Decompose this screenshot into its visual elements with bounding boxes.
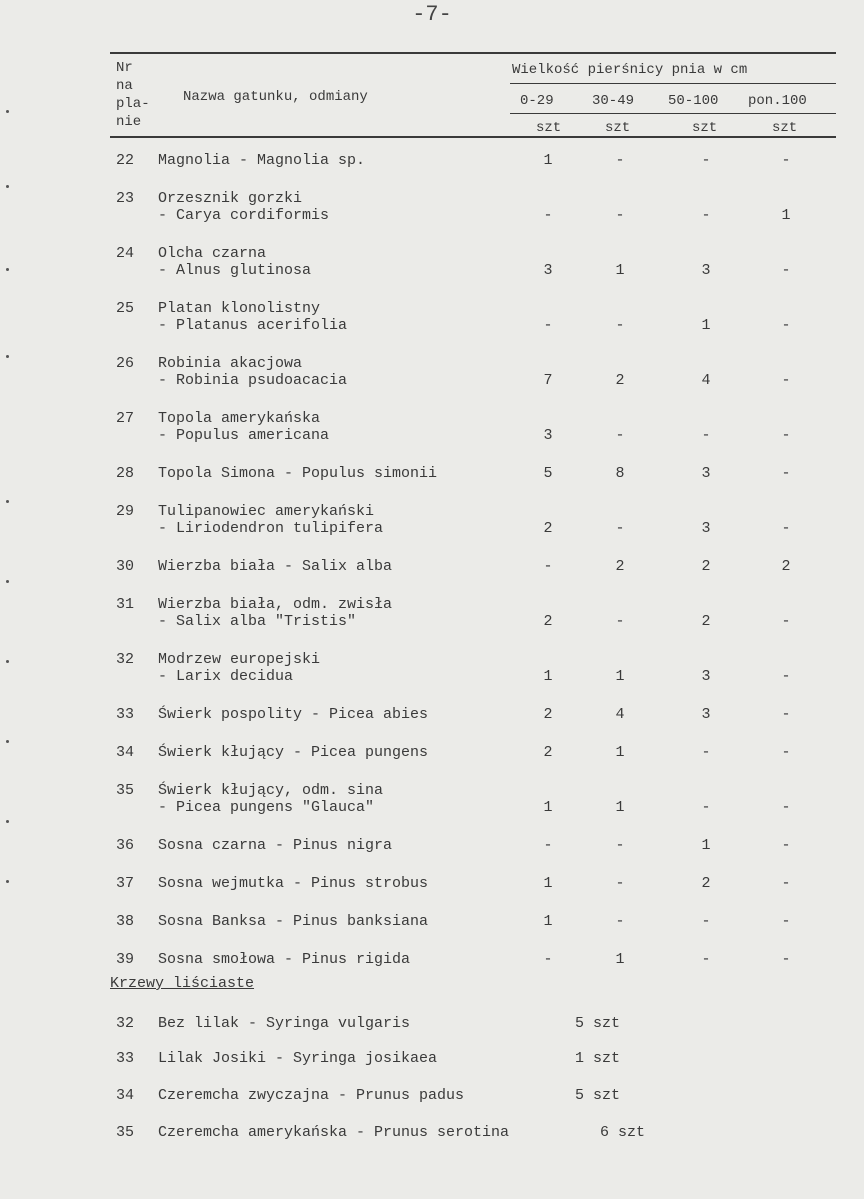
count-cell: - bbox=[781, 668, 791, 685]
count-cell: - bbox=[781, 372, 791, 389]
count-cell: - bbox=[615, 837, 625, 854]
shrub-count: 5 szt bbox=[575, 1015, 621, 1032]
row-number: 31 bbox=[116, 596, 135, 613]
species-name-line: Wierzba biała, odm. zwisła bbox=[158, 596, 393, 613]
count-cell: 1 bbox=[781, 207, 791, 224]
count-cell: - bbox=[615, 875, 625, 892]
header-nr-line: nie bbox=[116, 114, 142, 130]
count-cell: - bbox=[781, 520, 791, 537]
margin-dot bbox=[6, 268, 9, 271]
count-cell: - bbox=[781, 799, 791, 816]
species-name-line: - Populus americana bbox=[158, 427, 330, 444]
count-cell: - bbox=[701, 744, 711, 761]
shrub-name: Lilak Josiki - Syringa josikaea bbox=[158, 1050, 438, 1067]
shrubs-section-title: Krzewy liściaste bbox=[110, 975, 255, 992]
species-name-line: Orzesznik gorzki bbox=[158, 190, 303, 207]
count-cell: - bbox=[615, 317, 625, 334]
count-cell: 1 bbox=[543, 668, 553, 685]
count-cell: 3 bbox=[701, 520, 711, 537]
count-cell: - bbox=[781, 152, 791, 169]
count-cell: 2 bbox=[701, 875, 711, 892]
count-cell: 1 bbox=[615, 951, 625, 968]
count-cell: - bbox=[781, 427, 791, 444]
row-number: 34 bbox=[116, 744, 135, 761]
count-cell: - bbox=[781, 613, 791, 630]
count-cell: - bbox=[615, 520, 625, 537]
header-col-name: Nazwa gatunku, odmiany bbox=[183, 89, 368, 105]
table-top-rule bbox=[110, 52, 836, 54]
count-cell: - bbox=[781, 262, 791, 279]
margin-dot bbox=[6, 185, 9, 188]
count-cell: 1 bbox=[543, 799, 553, 816]
count-cell: - bbox=[701, 951, 711, 968]
count-cell: 2 bbox=[543, 706, 553, 723]
count-cell: - bbox=[781, 317, 791, 334]
header-range: 0-29 bbox=[520, 93, 554, 109]
shrub-count: 5 szt bbox=[575, 1087, 621, 1104]
row-number: 25 bbox=[116, 300, 135, 317]
count-cell: - bbox=[615, 913, 625, 930]
header-range: 30-49 bbox=[592, 93, 635, 109]
row-number: 27 bbox=[116, 410, 135, 427]
count-cell: 1 bbox=[615, 668, 625, 685]
species-name-line: Świerk kłujący - Picea pungens bbox=[158, 744, 429, 761]
count-cell: - bbox=[543, 558, 553, 575]
shrub-number: 34 bbox=[116, 1087, 135, 1104]
row-number: 30 bbox=[116, 558, 135, 575]
count-cell: 1 bbox=[543, 875, 553, 892]
count-cell: 3 bbox=[701, 262, 711, 279]
margin-dot bbox=[6, 660, 9, 663]
species-name-line: Robinia akacjowa bbox=[158, 355, 303, 372]
species-name-line: - Platanus acerifolia bbox=[158, 317, 348, 334]
species-name-line: - Alnus glutinosa bbox=[158, 262, 312, 279]
count-cell: - bbox=[781, 951, 791, 968]
count-cell: - bbox=[701, 427, 711, 444]
count-cell: 8 bbox=[615, 465, 625, 482]
count-cell: 2 bbox=[543, 520, 553, 537]
count-cell: 1 bbox=[615, 744, 625, 761]
header-nr-line: Nr bbox=[116, 60, 133, 76]
shrub-number: 32 bbox=[116, 1015, 135, 1032]
margin-dot bbox=[6, 355, 9, 358]
count-cell: 2 bbox=[615, 372, 625, 389]
header-range: 50-100 bbox=[668, 93, 719, 109]
row-number: 38 bbox=[116, 913, 135, 930]
header-unit: szt bbox=[536, 120, 562, 136]
species-name-line: Tulipanowiec amerykański bbox=[158, 503, 375, 520]
count-cell: 5 bbox=[543, 465, 553, 482]
species-name-line: Świerk kłujący, odm. sina bbox=[158, 782, 384, 799]
count-cell: - bbox=[701, 799, 711, 816]
count-cell: - bbox=[781, 744, 791, 761]
margin-dot bbox=[6, 580, 9, 583]
count-cell: 1 bbox=[543, 152, 553, 169]
header-nr-line: pla- bbox=[116, 96, 150, 112]
count-cell: 2 bbox=[701, 613, 711, 630]
species-name-line: Topola Simona - Populus simonii bbox=[158, 465, 438, 482]
margin-dot bbox=[6, 820, 9, 823]
count-cell: 3 bbox=[701, 465, 711, 482]
header-col-group: Wielkość pierśnicy pnia w cm bbox=[512, 62, 748, 78]
species-name-line: - Robinia psudoacacia bbox=[158, 372, 348, 389]
species-name-line: - Picea pungens "Glauca" bbox=[158, 799, 375, 816]
species-name-line: Sosna Banksa - Pinus banksiana bbox=[158, 913, 429, 930]
header-unit: szt bbox=[605, 120, 631, 136]
row-number: 22 bbox=[116, 152, 135, 169]
count-cell: - bbox=[543, 207, 553, 224]
count-cell: - bbox=[781, 465, 791, 482]
header-unit: szt bbox=[692, 120, 718, 136]
count-cell: 3 bbox=[701, 668, 711, 685]
species-name-line: - Larix decidua bbox=[158, 668, 294, 685]
species-name-line: Sosna smołowa - Pinus rigida bbox=[158, 951, 411, 968]
count-cell: 1 bbox=[615, 262, 625, 279]
count-cell: 3 bbox=[543, 427, 553, 444]
count-cell: - bbox=[543, 317, 553, 334]
species-name-line: Olcha czarna bbox=[158, 245, 267, 262]
count-cell: - bbox=[615, 427, 625, 444]
species-name-line: Topola amerykańska bbox=[158, 410, 321, 427]
species-name-line: Wierzba biała - Salix alba bbox=[158, 558, 393, 575]
species-name-line: Platan klonolistny bbox=[158, 300, 321, 317]
species-name-line: - Carya cordiformis bbox=[158, 207, 330, 224]
count-cell: 3 bbox=[701, 706, 711, 723]
page-number: -7- bbox=[412, 2, 452, 27]
count-cell: 1 bbox=[615, 799, 625, 816]
margin-dot bbox=[6, 880, 9, 883]
count-cell: 1 bbox=[543, 913, 553, 930]
shrub-number: 33 bbox=[116, 1050, 135, 1067]
shrub-name: Czeremcha amerykańska - Prunus serotina bbox=[158, 1124, 510, 1141]
row-number: 26 bbox=[116, 355, 135, 372]
row-number: 28 bbox=[116, 465, 135, 482]
count-cell: 1 bbox=[701, 837, 711, 854]
row-number: 24 bbox=[116, 245, 135, 262]
count-cell: - bbox=[615, 152, 625, 169]
count-cell: 2 bbox=[781, 558, 791, 575]
species-name-line: Sosna wejmutka - Pinus strobus bbox=[158, 875, 429, 892]
species-name-line: Magnolia - Magnolia sp. bbox=[158, 152, 366, 169]
count-cell: - bbox=[781, 875, 791, 892]
count-cell: - bbox=[701, 207, 711, 224]
header-unit: szt bbox=[772, 120, 798, 136]
count-cell: - bbox=[543, 951, 553, 968]
shrub-count: 6 szt bbox=[600, 1124, 646, 1141]
row-number: 37 bbox=[116, 875, 135, 892]
count-cell: - bbox=[781, 913, 791, 930]
header-nr-line: na bbox=[116, 78, 133, 94]
row-number: 29 bbox=[116, 503, 135, 520]
count-cell: 2 bbox=[543, 613, 553, 630]
species-name-line: Sosna czarna - Pinus nigra bbox=[158, 837, 393, 854]
unit-rule bbox=[510, 113, 836, 114]
count-cell: 1 bbox=[701, 317, 711, 334]
count-cell: - bbox=[615, 207, 625, 224]
row-number: 33 bbox=[116, 706, 135, 723]
species-name-line: Modrzew europejski bbox=[158, 651, 321, 668]
count-cell: 2 bbox=[615, 558, 625, 575]
count-cell: - bbox=[781, 837, 791, 854]
count-cell: - bbox=[701, 913, 711, 930]
margin-dot bbox=[6, 740, 9, 743]
count-cell: 4 bbox=[701, 372, 711, 389]
shrub-number: 35 bbox=[116, 1124, 135, 1141]
row-number: 23 bbox=[116, 190, 135, 207]
count-cell: 4 bbox=[615, 706, 625, 723]
shrub-name: Czeremcha zwyczajna - Prunus padus bbox=[158, 1087, 465, 1104]
count-cell: - bbox=[781, 706, 791, 723]
shrub-count: 1 szt bbox=[575, 1050, 621, 1067]
shrub-name: Bez lilak - Syringa vulgaris bbox=[158, 1015, 411, 1032]
row-number: 36 bbox=[116, 837, 135, 854]
row-number: 32 bbox=[116, 651, 135, 668]
count-cell: - bbox=[701, 152, 711, 169]
range-group-rule bbox=[510, 83, 836, 84]
species-name-line: - Salix alba "Tristis" bbox=[158, 613, 357, 630]
count-cell: - bbox=[615, 613, 625, 630]
species-name-line: Świerk pospolity - Picea abies bbox=[158, 706, 429, 723]
row-number: 35 bbox=[116, 782, 135, 799]
row-number: 39 bbox=[116, 951, 135, 968]
header-range: pon.100 bbox=[748, 93, 807, 109]
count-cell: 2 bbox=[701, 558, 711, 575]
count-cell: 2 bbox=[543, 744, 553, 761]
margin-dot bbox=[6, 110, 9, 113]
count-cell: - bbox=[543, 837, 553, 854]
margin-dot bbox=[6, 500, 9, 503]
count-cell: 3 bbox=[543, 262, 553, 279]
header-bottom-rule bbox=[110, 136, 836, 138]
count-cell: 7 bbox=[543, 372, 553, 389]
species-name-line: - Liriodendron tulipifera bbox=[158, 520, 384, 537]
